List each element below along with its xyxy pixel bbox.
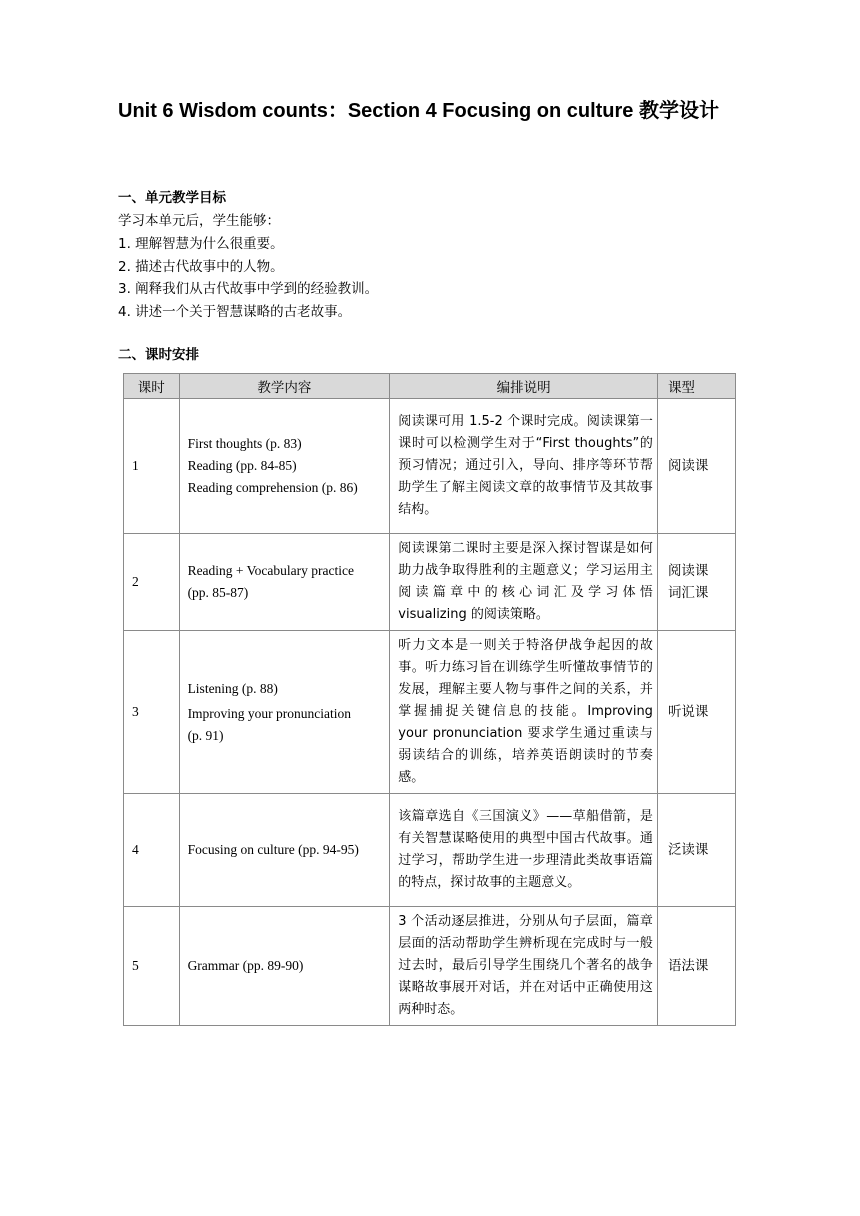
lesson-number: 3 [124,631,180,794]
content-line: (p. 91) [187,727,224,743]
lesson-description: 听力文本是一则关于特洛伊战争起因的故事。听力练习旨在训练学生听懂故事情节的发展，理解主要人物与事件之间的关系，并掌握捕捉关键信息的技能。Improving your pronunciation 要求学生通过重读与弱读结合的训练，培养英语朗读时的节奏感。 [390,631,658,794]
lesson-description: 该篇章选自《三国演义》——草船借箭，是有关智慧谋略使用的典型中国古代故事。通过学习，帮助学生进一步理清此类故事语篇的特点，探讨故事的主题意义。 [390,794,658,907]
table-row [124,907,736,1026]
lesson-type [657,907,735,1026]
content-line: First thoughts (p. 83) [187,436,302,451]
content-line: Reading (pp. 84-85) [187,458,297,473]
lesson-content [179,631,390,794]
lesson-number: 1 [124,399,180,534]
lesson-content [179,399,390,534]
content-line: Reading comprehension (p. 86) [187,480,358,495]
lesson-content [179,534,390,631]
header-type: 课型 [657,374,735,399]
lesson-type [657,399,735,534]
table-row [124,534,736,631]
lesson-content [179,907,390,1026]
lesson-type [657,631,735,794]
table-row [124,631,736,794]
content-line: Focusing on culture (pp. 94-95) [187,842,359,857]
type-line: 阅读课 [667,458,709,474]
goal-item: 4. 讲述一个关于智慧谋略的古老故事。 [118,304,352,320]
content-line: Listening (p. 88) [187,680,278,696]
section-heading-schedule: 二、课时安排 [118,347,199,363]
content-line: Improving your pronunciation [187,705,352,721]
lesson-number: 4 [124,794,180,907]
type-line: 泛读课 [667,842,709,858]
type-line: 阅读课 [667,563,709,579]
lesson-type [657,534,735,631]
table-row [124,399,736,534]
content-line: Grammar (pp. 89-90) [187,958,304,973]
goal-item: 2. 描述古代故事中的人物。 [118,259,284,275]
lesson-description: 阅读课第二课时主要是深入探讨智谋是如何助力战争取得胜利的主题意义；学习运用主阅读篇章中的核心词汇及学习体悟 visualizing 的阅读策略。 [390,534,658,631]
header-description: 编排说明 [390,374,658,399]
goal-item: 1. 理解智慧为什么很重要。 [118,236,284,252]
lesson-type [657,794,735,907]
header-content: 教学内容 [179,374,390,399]
document-title: Unit 6 Wisdom counts：Section 4 Focusing on culture 教学设计 [118,100,719,122]
goals-intro: 学习本单元后，学生能够： [118,213,280,229]
type-line: 听说课 [667,704,709,720]
goal-item: 3. 阐释我们从古代故事中学到的经验教训。 [118,281,379,297]
lesson-number: 2 [124,534,180,631]
lesson-description: 3 个活动逐层推进，分别从句子层面，篇章层面的活动帮助学生辨析现在完成时与一般过去时，最后引导学生围绕几个著名的战争谋略故事展开对话，并在对话中正确使用这两种时态。 [390,907,658,1026]
header-lesson: 课时 [124,374,180,399]
table-header-row [124,374,736,399]
content-line: Reading + Vocabulary practice [187,563,354,578]
content-line: (pp. 85-87) [187,585,249,600]
lesson-number: 5 [124,907,180,1026]
schedule-table [123,373,736,1026]
lesson-content [179,794,390,907]
type-line: 语法课 [667,958,709,974]
section-heading-goals: 一、单元教学目标 [118,190,226,206]
lesson-description: 阅读课可用 1.5-2 个课时完成。阅读课第一课时可以检测学生对于“First thoughts”的预习情况；通过引入，导向、排序等环节帮助学生了解主阅读文章的故事情节及其故事结构。 [390,399,658,534]
type-line: 词汇课 [667,585,709,601]
table-row [124,794,736,907]
